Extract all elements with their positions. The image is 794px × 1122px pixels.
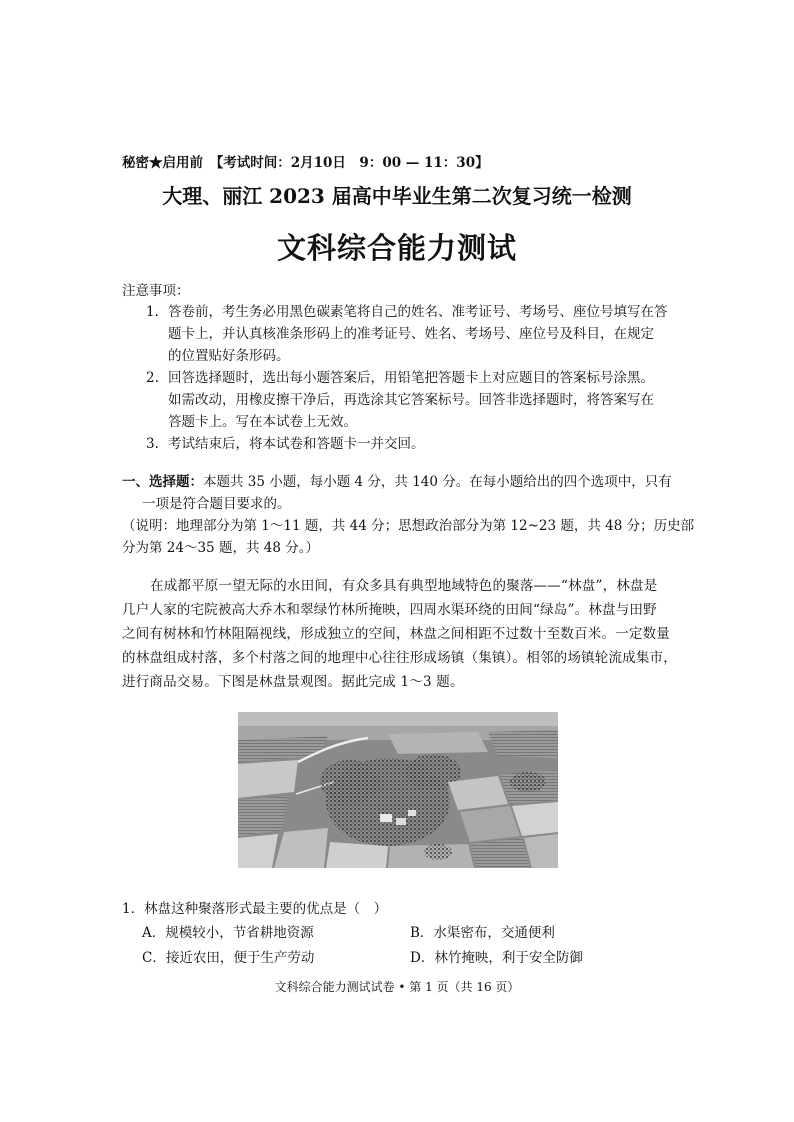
- question-1-option-c: C．接近农田，便于生产劳动: [142, 950, 315, 966]
- notice-item-3-line-1: [146, 432, 425, 452]
- confidential-header: 秘密★启用前 【考试时间：2月10日 9：00 — 11：30】: [122, 155, 489, 171]
- exam-title: 大理、丽江 2023 届高中毕业生第二次复习统一检测: [162, 184, 632, 208]
- section-note-line-1: （说明：地理部分为第 1～11 题，共 44 分；思想政治部分为第 12~23 题，共 48 分；历史部: [122, 518, 695, 534]
- passage-line-1: 在成都平原一望无际的水田间，有众多具有典型地域特色的聚落——“林盘”，林盘是: [150, 578, 658, 594]
- section-note-line-2: 分为第 24～35 题，共 48 分。）: [122, 540, 319, 556]
- linpan-landscape-photo: [238, 712, 558, 868]
- section-text-cont: 一项是符合题目要求的。: [142, 496, 291, 512]
- notice-item-text: 答卷前，考生务必用黑色碳素笔将自己的姓名、准考证号、考场号、座位号填写在答: [168, 304, 668, 320]
- question-1-stem: 1．林盘这种聚落形式最主要的优点是（ ）: [122, 901, 388, 917]
- section-label: 一、选择题：: [122, 474, 203, 490]
- passage-line-5: 进行商品交易。下图是林盘景观图。据此完成 1～3 题。: [122, 674, 464, 690]
- notice-item-number: 2.: [146, 370, 159, 386]
- question-1-option-b: B．水渠密布，交通便利: [410, 925, 555, 941]
- passage-line-2: 几户人家的宅院被高大乔木和翠绿竹林所掩映，四周水渠环绕的田间“绿岛”。林盘与田野: [122, 602, 657, 618]
- notice-item-2-line-1: [146, 366, 654, 386]
- notice-item-1-line-1: [146, 300, 668, 320]
- page-footer: 文科综合能力测试试卷 • 第 1 页（共 16 页）: [274, 980, 520, 994]
- section-text: 本题共 35 小题，每小题 4 分，共 140 分。在每小题给出的四个选项中，只有: [203, 474, 672, 490]
- notice-item-1-line-2: 题卡上，并认真核准条形码上的准考证号、姓名、考场号、座位号及科目，在规定: [168, 326, 654, 342]
- notice-item-1-line-3: 的位置贴好条形码。: [168, 348, 290, 364]
- question-1-option-a: A．规模较小，节省耕地资源: [142, 925, 314, 941]
- notice-item-number: 3.: [146, 436, 159, 452]
- question-1-option-d: D．林竹掩映，利于安全防御: [410, 950, 583, 966]
- notice-item-text: 回答选择题时，选出每小题答案后，用铅笔把答题卡上对应题目的答案标号涂黑。: [168, 370, 654, 386]
- notice-item-text: 考试结束后，将本试卷和答题卡一并交回。: [168, 436, 425, 452]
- notice-item-2-line-3: 答题卡上。写在本试卷上无效。: [168, 414, 357, 430]
- passage-line-3: 之间有树林和竹林阻隔视线，形成独立的空间，林盘之间相距不过数十至数百米。一定数量: [122, 626, 670, 642]
- notice-item-2-line-2: 如需改动，用橡皮擦干净后，再选涂其它答案标号。回答非选择题时，将答案写在: [168, 392, 654, 408]
- notice-item-number: 1.: [146, 304, 159, 320]
- notice-heading: 注意事项：: [122, 283, 190, 299]
- passage-line-4: 的林盘组成村落，多个村落之间的地理中心往往形成场镇（集镇）。相邻的场镇轮流成集市，: [122, 650, 677, 666]
- subject-title: 文科综合能力测试: [276, 231, 517, 265]
- section-heading: [122, 470, 672, 490]
